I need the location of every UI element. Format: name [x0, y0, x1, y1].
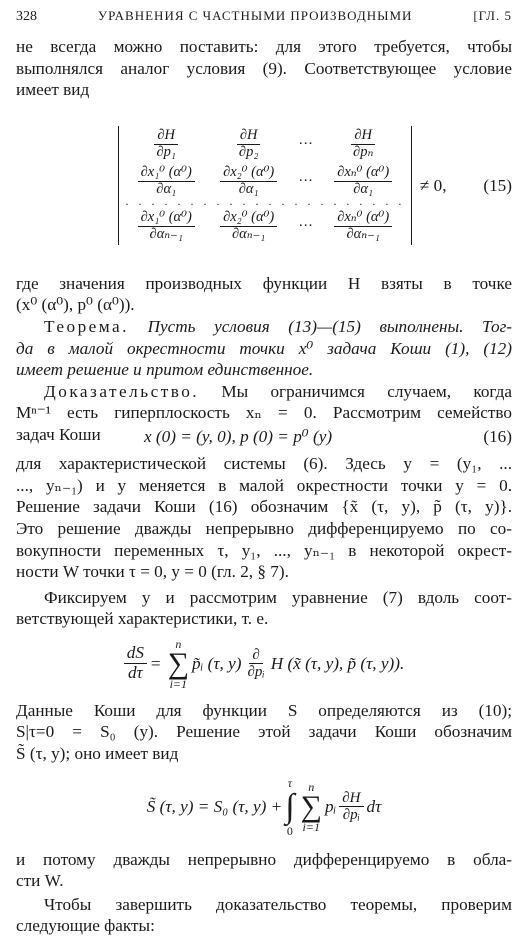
determinant: [118, 126, 412, 245]
fraction: $\frac{\text{∂x₂⁰ (α⁰)}}{\text{∂α₁}}$: [220, 165, 277, 198]
equation-S: [16, 765, 512, 849]
paragraph-cauchy-S: [16, 700, 512, 765]
equation-15: [16, 105, 512, 267]
equation-number: (16): [483, 426, 512, 446]
running-title: УРАВНЕНИЯ С ЧАСТНЫМИ ПРОИЗВОДНЫМИ: [97, 8, 413, 23]
equation-rest: H (x̃ (τ, y), p̃ (τ, y)).: [270, 654, 405, 674]
text-line: Доказательство. Мы ограничимся случаем, когда: [44, 381, 513, 401]
text-line: Mⁿ⁻¹ есть гиперплоскость xₙ = 0. Рассмотрим семейство: [16, 403, 512, 423]
sum-term: pᵢ: [324, 796, 337, 816]
fraction: $\frac{\text{∂x₁⁰ (α⁰)}}{\text{∂α₁}}$: [138, 165, 195, 198]
dotted-row: · · · · · · · · · · · · · · · · · · · · · ·: [125, 197, 405, 212]
equation-body: x (0) = (y, 0), p (0) = p⁰ (y): [144, 426, 333, 446]
text-line: где значения производных функции H взяты в точке: [16, 273, 512, 293]
equation-number: (15): [483, 175, 512, 195]
fraction: $\frac{\partial}{\text{∂pᵢ}}$: [247, 646, 265, 681]
text-line: выполнялся аналог условия (9). Соответствующее условие: [16, 58, 512, 78]
summation: n ∑ i=1: [167, 636, 190, 691]
text-line: следующие факты:: [16, 916, 155, 936]
proof-label: Доказательство.: [44, 381, 200, 401]
text-line: S|τ=0 = S₀ (y). Решение этой задачи Коши обозначим: [16, 722, 512, 742]
text-line: ности W точки τ = 0, y = 0 (гл. 2, § 7).: [16, 562, 289, 582]
paragraph-characteristic: [16, 453, 512, 583]
text-line: S̃ (τ, y); оно имеет вид: [16, 744, 179, 764]
fraction: $\frac{\text{∂xₙ⁰ (α⁰)}}{\text{∂α₁}}$: [334, 165, 392, 198]
text-line: Данные Коши для функции S определяются из (10);: [16, 700, 512, 720]
text-line: вокупности переменных τ, y₁, ..., yₙ₋₁ в некоторой окрест-: [16, 540, 512, 560]
text-line: имеет решение и притом единственное.: [16, 360, 314, 380]
text-line: сти W.: [16, 871, 64, 891]
chapter-label: [ГЛ. 5: [473, 8, 512, 23]
text-line: Это решение дважды непрерывно дифференцируемо по со-: [16, 518, 512, 538]
fraction: $\frac{\text{∂xₙ⁰ (α⁰)}}{\text{∂αₙ₋₁}}$: [334, 210, 392, 243]
nonzero-condition: ≠ 0,: [419, 175, 447, 195]
fraction: $\frac{\partial H}{\text{∂pₙ}}$: [353, 127, 374, 161]
fraction: $\frac{\partial H}{\text{∂p₁}}$: [153, 128, 178, 161]
text-line: ..., yₙ₋₁) и y меняется в малой окрестности точки y = 0.: [16, 475, 512, 495]
text-line: не всегда можно поставить: для этого требуется, чтобы: [16, 37, 512, 56]
text-line: (x⁰ (α⁰), p⁰ (α⁰)).: [16, 295, 135, 315]
paragraph-smooth: [16, 849, 512, 892]
text-line: задач Коши: [16, 424, 101, 444]
differential: dτ: [366, 796, 382, 816]
text-line: для характеристической системы (6). Здесь y = (y₁, ...: [16, 454, 512, 474]
sum-term: p̃ᵢ (τ, y): [192, 654, 242, 674]
book-page: [16, 8, 512, 937]
integral: τ ∫ 0: [285, 775, 295, 838]
text-line: да в малой окрестности точки x⁰ задача Коши (1), (12): [16, 338, 512, 358]
text-line: ветствующей характеристики, т. е.: [16, 609, 269, 629]
running-header: [16, 8, 512, 30]
ellipsis: ···: [298, 136, 313, 153]
fraction: $\frac{\partial H}{\text{∂pᵢ}}$: [339, 790, 363, 824]
text-line: Теорема. Пусть условия (13)—(15) выполнены. Тог-: [44, 316, 512, 336]
equation-lhs: S̃ (τ, y) = S₀ (τ, y) +: [146, 796, 283, 816]
fraction: $\frac{dS}{d\tau}$: [124, 644, 147, 683]
fraction: $\frac{\text{∂x₁⁰ (α⁰)}}{\text{∂αₙ₋₁}}$: [138, 210, 195, 243]
text-line: и потому дважды непрерывно дифференцируемо в обла-: [16, 849, 512, 869]
paragraph-finish: [16, 894, 512, 937]
page-number: 328: [16, 9, 37, 24]
ellipsis: ···: [298, 173, 313, 190]
theorem: [16, 316, 512, 381]
paragraph-values: [16, 273, 512, 316]
paragraph-fix: [16, 587, 512, 630]
text-line: Фиксируем y и рассмотрим уравнение (7) вдоль соот-: [44, 587, 512, 607]
fraction: $\frac{\partial H}{\text{∂p₂}}$: [236, 128, 261, 161]
summation: n ∑ i=1: [300, 779, 322, 834]
theorem-label: Теорема.: [44, 316, 129, 336]
fraction: $\frac{\text{∂x₂⁰ (α⁰)}}{\text{∂αₙ₋₁}}$: [220, 210, 277, 243]
equation-dS: $\frac{dS}{d\tau}$ = n ∑ i=1 p̃ᵢ (τ, y) $\frac{\partial}{\text{∂pᵢ}}$ H (x̃ (τ, y), p̃ (τ, y)).: [16, 632, 512, 696]
paragraph-intro: [16, 36, 512, 101]
ellipsis: ···: [298, 218, 313, 235]
text-line: Чтобы завершить доказательство теоремы, проверим: [44, 894, 512, 914]
text-line: Решение задачи Коши (16) обозначим {x̃ (τ, y), p̃ (τ, y)}.: [16, 497, 512, 517]
text-line: имеет вид: [16, 80, 90, 100]
